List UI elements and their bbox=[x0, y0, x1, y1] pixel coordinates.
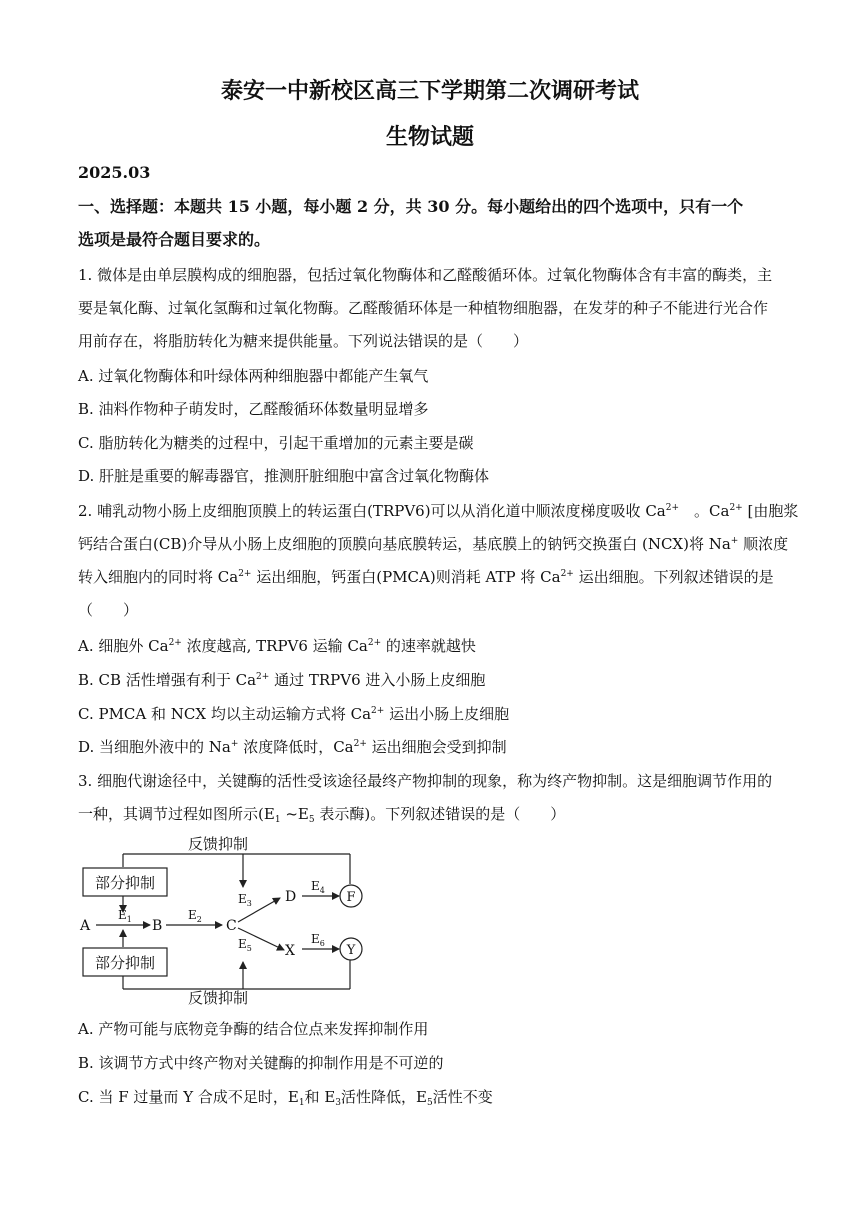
feedback-inhibition-diagram bbox=[78, 832, 378, 1010]
enzyme-e6: $E_6$ bbox=[311, 932, 325, 948]
q3-option-b: B. 该调节方式中终产物对关键酶的抑制作用是不可逆的 bbox=[78, 1054, 444, 1072]
q2-stem-line1: 2. 哺乳动物小肠上皮细胞顶膜上的转运蛋白(TRPV6)可以从消化道中顺浓度梯度吸收 $Ca^{2+}$ 。$Ca^{2+}$ [由胞浆 bbox=[78, 502, 799, 520]
node-c: C bbox=[226, 918, 237, 934]
q1-stem-line1: 1. 微体是由单层膜构成的细胞器，包括过氧化物酶体和乙醛酸循环体。过氧化物酶体含有丰富的酶类，主 bbox=[78, 266, 773, 284]
q2-stem-line4: （ ） bbox=[78, 601, 139, 619]
enzyme-e4: $E_4$ bbox=[311, 879, 325, 895]
enzyme-e5: $E_5$ bbox=[238, 937, 252, 953]
q1-stem-line2: 要是氧化酶、过氧化氢酶和过氧化物酶。乙醛酸循环体是一种植物细胞器，在发芽的种子不能进行光合作 bbox=[78, 299, 769, 317]
section-heading-line1: 一、选择题：本题共 15 小题，每小题 2 分，共 30 分。每小题给出的四个选项中，只有一个 bbox=[78, 197, 744, 216]
exam-title: 泰安一中新校区高三下学期第二次调研考试 bbox=[220, 78, 639, 104]
q1-option-b: B. 油料作物种子萌发时，乙醛酸循环体数量明显增多 bbox=[78, 400, 429, 418]
feedback-label-top: 反馈抑制 bbox=[187, 835, 249, 853]
enzyme-e3: $E_3$ bbox=[238, 892, 252, 908]
node-y: Y bbox=[346, 943, 356, 958]
enzyme-e1: $E_1$ bbox=[118, 908, 132, 924]
q1-option-c: C. 脂肪转化为糖类的过程中，引起干重增加的元素主要是碳 bbox=[78, 434, 474, 452]
q3-stem-line2: 一种，其调节过程如图所示($E_1$ $\sim E_5$ 表示酶)。下列叙述错误的是（ ） bbox=[78, 805, 566, 825]
partial-label-bottom: 部分抑制 bbox=[94, 954, 156, 972]
exam-subtitle: 生物试题 bbox=[385, 124, 474, 150]
q2-option-d: D. 当细胞外液中的 Na+ 浓度降低时，$Ca^{2+}$ 运出细胞会受到抑制 bbox=[78, 738, 507, 756]
q2-option-a: A. 细胞外 $Ca^{2+}$ 浓度越高, TRPV6 运输 $Ca^{2+}$ 的速率就越快 bbox=[78, 637, 476, 655]
q3-option-a: A. 产物可能与底物竞争酶的结合位点来发挥抑制作用 bbox=[78, 1020, 429, 1038]
q2-option-c: C. PMCA 和 NCX 均以主动运输方式将 $Ca^{2+}$ 运出小肠上皮细胞 bbox=[78, 705, 510, 723]
exam-date: 2025.03 bbox=[78, 163, 151, 182]
partial-label-top: 部分抑制 bbox=[94, 874, 156, 892]
node-d: D bbox=[285, 889, 297, 905]
q1-option-a: A. 过氧化物酶体和叶绿体两种细胞器中都能产生氧气 bbox=[78, 367, 429, 385]
section-heading-line2: 选项是最符合题目要求的。 bbox=[78, 230, 271, 249]
q3-stem-line1: 3. 细胞代谢途径中，关键酶的活性受该途径最终产物抑制的现象，称为终产物抑制。这是细胞调节作用的 bbox=[78, 772, 773, 790]
node-b: B bbox=[152, 918, 163, 934]
q3-option-c: C. 当 F 过量而 Y 合成不足时，$E_1$和 $E_3$活性降低，$E_5$活性不变 bbox=[78, 1088, 493, 1108]
q1-stem-line3: 用前存在，将脂肪转化为糖来提供能量。下列说法错误的是（ ） bbox=[78, 332, 529, 350]
node-a: A bbox=[80, 918, 91, 934]
q2-option-b: B. CB 活性增强有利于 $Ca^{2+}$ 通过 TRPV6 进入小肠上皮细胞 bbox=[78, 671, 486, 689]
q2-stem-line2: 钙结合蛋白(CB)介导从小肠上皮细胞的顶膜向基底膜转运，基底膜上的钠钙交换蛋白 (NCX)将 Na+ 顺浓度 bbox=[78, 535, 789, 553]
node-f: F bbox=[346, 890, 356, 905]
enzyme-e2: $E_2$ bbox=[188, 908, 202, 924]
feedback-label-bottom: 反馈抑制 bbox=[187, 989, 249, 1007]
q2-stem-line3: 转入细胞内的同时将 $Ca^{2+}$ 运出细胞，钙蛋白(PMCA)则消耗 ATP 将 $Ca^{2+}$ 运出细胞。下列叙述错误的是 bbox=[78, 568, 774, 586]
q1-option-d: D. 肝脏是重要的解毒器官，推测肝脏细胞中富含过氧化物酶体 bbox=[78, 467, 490, 485]
node-x: X bbox=[285, 943, 295, 959]
